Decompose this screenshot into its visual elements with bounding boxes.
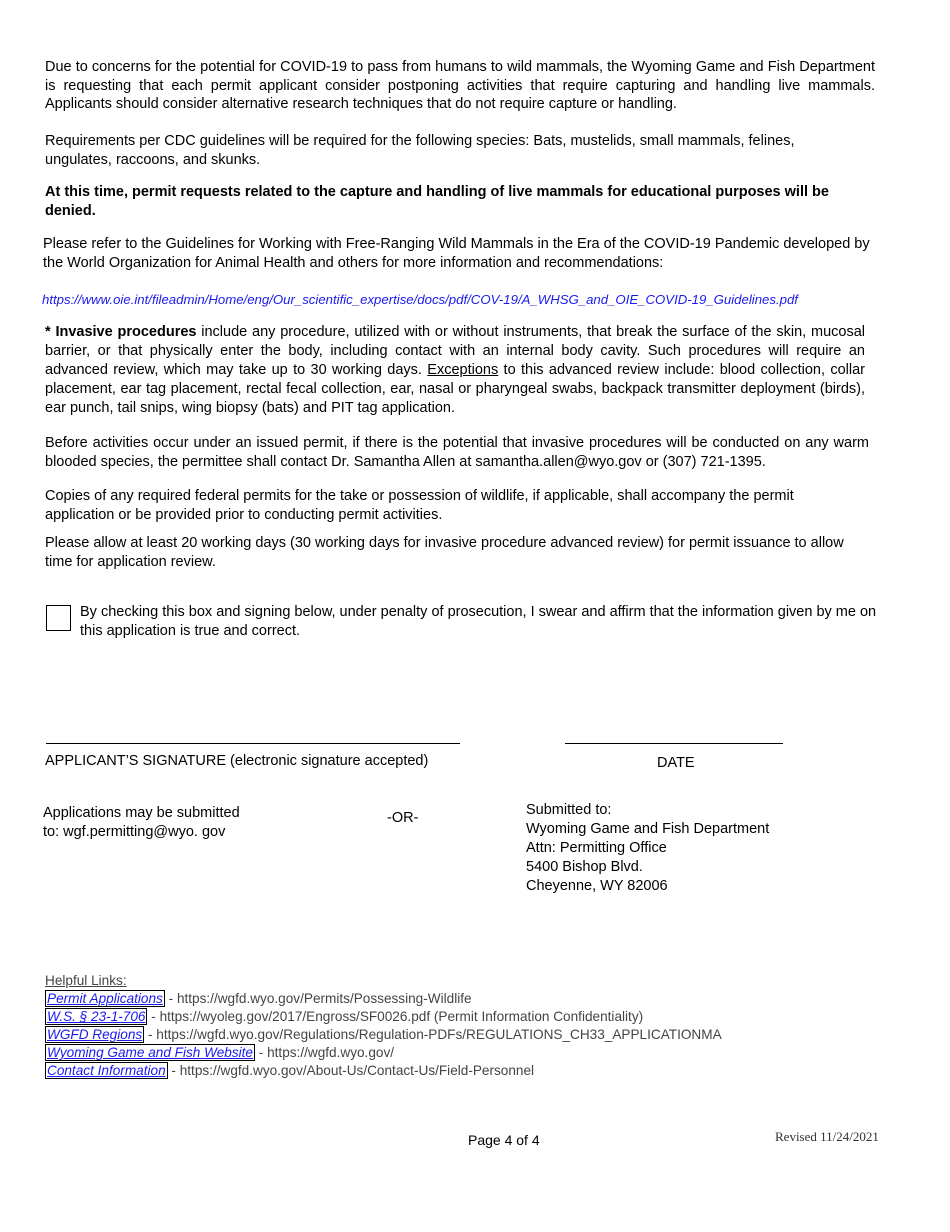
helpful-links-heading: Helpful Links: — [45, 973, 127, 988]
revision-date: Revised 11/24/2021 — [775, 1129, 879, 1144]
exceptions-label: Exceptions — [427, 362, 499, 378]
link-description: - https://wgfd.wyo.gov/Regulations/Regulation-PDFs/REGULATIONS_CH33_APPLICATIONMA — [144, 1027, 722, 1042]
contact-notice-paragraph: Before activities occur under an issued permit, if there is the potential that invasive procedures will be conducted on any warm blooded species, the permittee shall contact Dr. Samantha Allen at samantha.allen@wyo.gov or (307) 721-1395. — [45, 435, 869, 470]
email-submission-line2: to: wgf.permitting@wyo. gov — [43, 824, 226, 840]
covid-concern-paragraph: Due to concerns for the potential for COVID-19 to pass from humans to wild mammals, the Wyoming Game and Fish Department is requesting that each permit applicant consider postponing activities that require capturing and handling live mammals. Applicants should consider alternative research techniques that do not require capture or handling. — [45, 59, 875, 112]
list-item — [45, 990, 722, 1008]
invasive-procedures-paragraph — [45, 323, 865, 418]
cdc-requirements-paragraph: Requirements per CDC guidelines will be required for the following species: Bats, mustelids, small mammals, felines, ungulates, raccoons, and skunks. — [45, 133, 795, 168]
list-item — [45, 1044, 722, 1062]
wgfd-regions-link[interactable]: WGFD Regions — [47, 1027, 143, 1042]
mail-street: 5400 Bishop Blvd. — [526, 859, 643, 875]
permit-applications-link[interactable]: Permit Applications — [47, 991, 163, 1006]
wgfd-website-link[interactable]: Wyoming Game and Fish Website — [47, 1045, 253, 1060]
link-description: - https://wgfd.wyo.gov/ — [255, 1045, 395, 1060]
applicant-signature-label: APPLICANT’S SIGNATURE (electronic signature accepted) — [45, 753, 429, 769]
signature-line[interactable] — [46, 743, 460, 744]
helpful-links-section — [45, 972, 722, 1080]
mail-city: Cheyenne, WY 82006 — [526, 878, 668, 894]
email-submission-line1: Applications may be submitted — [43, 805, 240, 821]
list-item — [45, 1026, 722, 1044]
page-number: Page 4 of 4 — [468, 1132, 540, 1148]
affirmation-checkbox[interactable] — [46, 605, 71, 631]
guidelines-url-link[interactable]: https://www.oie.int/fileadmin/Home/eng/Our_scientific_expertise/docs/pdf/COV-19/A_WHSG_and_OIE_COVID-19_Guidelines.pdf — [42, 292, 798, 307]
or-separator: -OR- — [387, 810, 419, 826]
mail-organization: Wyoming Game and Fish Department — [526, 821, 770, 837]
federal-permits-paragraph: Copies of any required federal permits for the take or possession of wildlife, if applicable, shall accompany the permit application or be provided prior to conducting permit activities. — [45, 488, 794, 523]
affirmation-text: By checking this box and signing below, under penalty of prosecution, I swear and affirm that the information given by me on this application is true and correct. — [80, 604, 877, 639]
date-label: DATE — [657, 755, 695, 771]
educational-denial-notice: At this time, permit requests related to the capture and handling of live mammals for educational purposes will be denied. — [45, 184, 829, 219]
link-description: - https://wyoleg.gov/2017/Engross/SF0026.pdf (Permit Information Confidentiality) — [147, 1009, 644, 1024]
link-description: - https://wgfd.wyo.gov/About-Us/Contact-Us/Field-Personnel — [167, 1063, 535, 1078]
contact-information-link[interactable]: Contact Information — [47, 1063, 166, 1078]
statute-link[interactable]: W.S. § 23-1-706 — [47, 1009, 146, 1024]
processing-time-paragraph: Please allow at least 20 working days (30 working days for invasive procedure advanced review) for permit issuance to allow time for application review. — [45, 535, 844, 570]
mail-heading: Submitted to: — [526, 802, 612, 818]
invasive-procedures-label: * Invasive procedures — [45, 324, 197, 340]
list-item — [45, 1008, 722, 1026]
link-description: - https://wgfd.wyo.gov/Permits/Possessing-Wildlife — [164, 991, 472, 1006]
list-item — [45, 1062, 722, 1080]
invasive-exceptions-text: to this advanced review include: blood collection, collar placement, ear tag placement, rectal fecal collection, ear, nasal or pharyngeal swabs, backpack transmitter deployment (birds), ear punch, tail snips, wing biopsy (bats) and PIT tag application. — [45, 362, 865, 416]
invasive-procedures-text: include any procedure, utilized with or without instruments, that break the surface of the skin, mucosal barrier, or that physically enter the body, including contact with an internal body cavity. Such procedures will require an advanced review, which may take up to 30 working days. — [45, 324, 865, 378]
date-line[interactable] — [565, 743, 783, 744]
guidelines-reference-paragraph: Please refer to the Guidelines for Working with Free-Ranging Wild Mammals in the Era of the COVID-19 Pandemic developed by the World Organization for Animal Health and others for more information and recommendations: — [43, 236, 870, 271]
mail-attention: Attn: Permitting Office — [526, 840, 667, 856]
